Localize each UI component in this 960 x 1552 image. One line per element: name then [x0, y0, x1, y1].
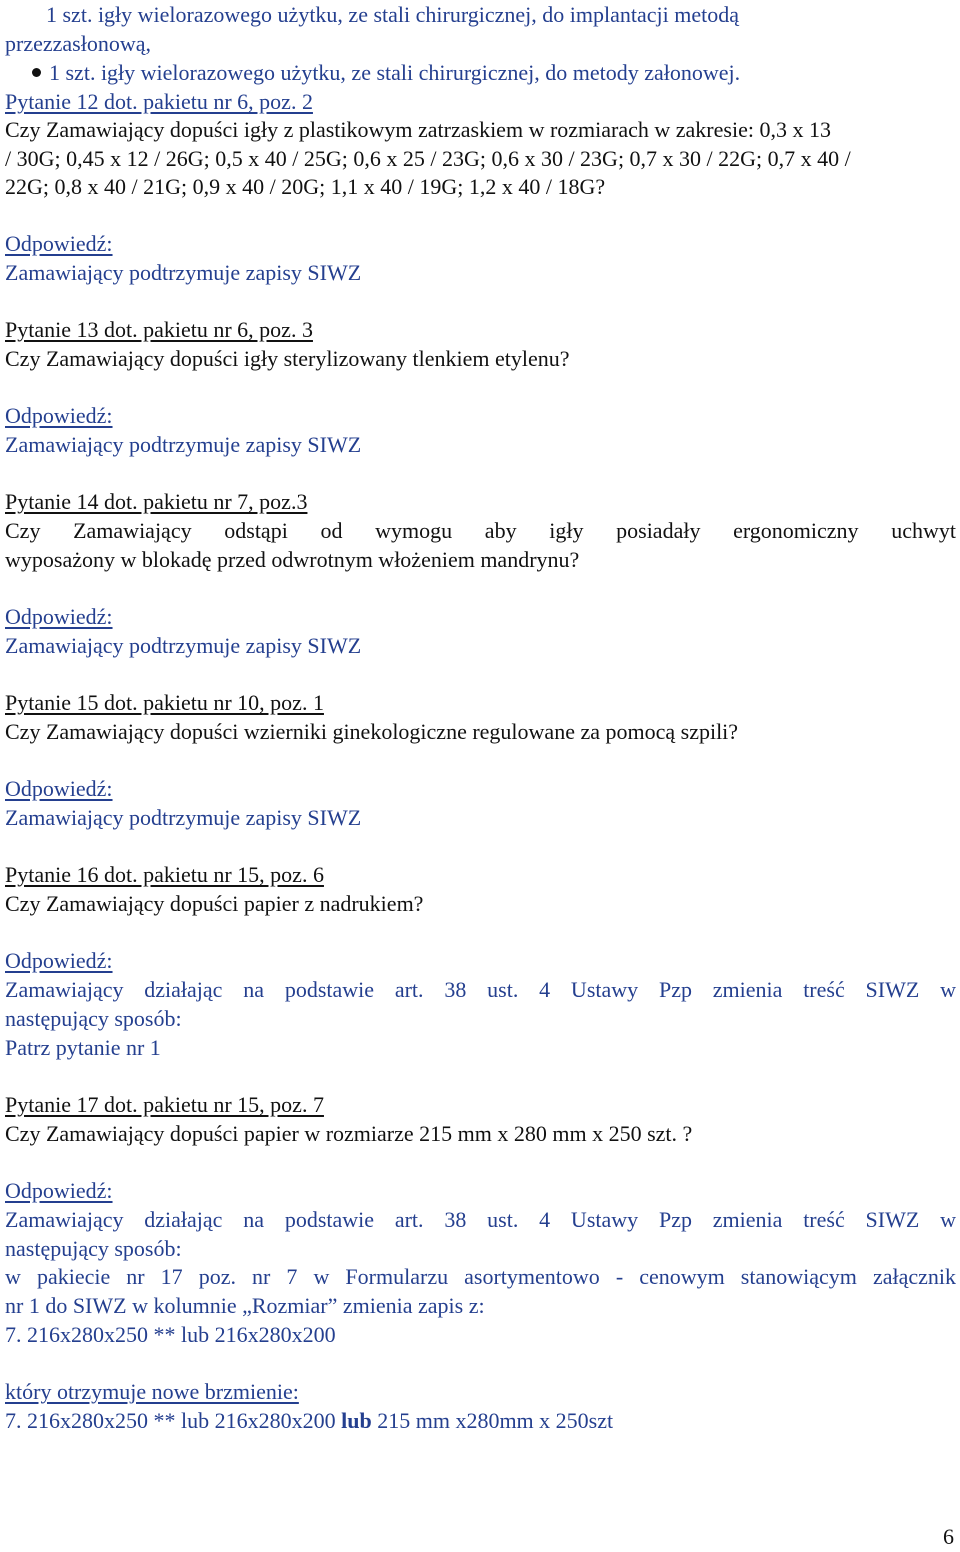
q14-answer: Zamawiający podtrzymuje zapisy SIWZ	[5, 633, 362, 658]
q16-answer-label: Odpowiedź:	[5, 948, 113, 973]
q16-heading: Pytanie 16 dot. pakietu nr 15, poz. 6	[5, 862, 324, 887]
q13-answer: Zamawiający podtrzymuje zapisy SIWZ	[5, 432, 362, 457]
q13-heading: Pytanie 13 dot. pakietu nr 6, poz. 3	[5, 317, 313, 342]
q15-answer-label: Odpowiedź:	[5, 776, 113, 801]
q12-body-line-3: 22G; 0,8 x 40 / 21G; 0,9 x 40 / 20G; 1,1 x 40 / 19G; 1,2 x 40 / 18G?	[5, 174, 606, 199]
q14-answer-label: Odpowiedź:	[5, 604, 113, 629]
q17-new-value-bold: lub	[341, 1408, 372, 1433]
q15-heading: Pytanie 15 dot. pakietu nr 10, poz. 1	[5, 690, 324, 715]
q17-old-value: 7. 216x280x250 ** lub 216x280x200	[5, 1322, 336, 1347]
intro-line-1: 1 szt. igły wielorazowego użytku, ze stali chirurgicznej, do implantacji metodą	[46, 2, 739, 27]
q16-answer-line-1: Zamawiający działając na podstawie art. 38 ust. 4 Ustawy Pzp zmienia treść SIWZ w	[5, 977, 956, 1002]
q12-answer-label: Odpowiedź:	[5, 231, 113, 256]
q12-body-line-2: / 30G; 0,45 x 12 / 26G; 0,5 x 40 / 25G; 0,6 x 25 / 23G; 0,6 x 30 / 23G; 0,7 x 30 / 22G; 0,7 x 40 /	[5, 146, 851, 171]
intro-bullet-item	[32, 58, 740, 87]
q14-body-line-1: Czy Zamawiający odstąpi od wymogu aby igły posiadały ergonomiczny uchwyt	[5, 518, 956, 543]
q17-answer-line-1: Zamawiający działając na podstawie art. 38 ust. 4 Ustawy Pzp zmienia treść SIWZ w	[5, 1207, 956, 1232]
q16-answer-line-3: Patrz pytanie nr 1	[5, 1035, 161, 1060]
intro-line-3: 1 szt. igły wielorazowego użytku, ze stali chirurgicznej, do metody załonowej.	[49, 60, 741, 85]
q15-body: Czy Zamawiający dopuści wzierniki ginekologiczne regulowane za pomocą szpili?	[5, 719, 739, 744]
q17-new-value-prefix: 7. 216x280x250 ** lub 216x280x200	[5, 1408, 342, 1433]
bullet-icon	[32, 68, 41, 77]
q17-heading: Pytanie 17 dot. pakietu nr 15, poz. 7	[5, 1092, 324, 1117]
q17-new-value	[5, 1406, 613, 1435]
q12-heading: Pytanie 12 dot. pakietu nr 6, poz. 2	[5, 89, 313, 114]
q13-body: Czy Zamawiający dopuści igły sterylizowany tlenkiem etylenu?	[5, 346, 570, 371]
q14-heading: Pytanie 14 dot. pakietu nr 7, poz.3	[5, 489, 308, 514]
q14-body-line-2: wyposażony w blokadę przed odwrotnym włożeniem mandrynu?	[5, 547, 580, 572]
q13-answer-label: Odpowiedź:	[5, 403, 113, 428]
q12-answer: Zamawiający podtrzymuje zapisy SIWZ	[5, 260, 362, 285]
q17-new-value-suffix: 215 mm x280mm x 250szt	[371, 1408, 614, 1433]
q17-body: Czy Zamawiający dopuści papier w rozmiarze 215 mm x 280 mm x 250 szt. ?	[5, 1121, 693, 1146]
q17-answer-label: Odpowiedź:	[5, 1178, 113, 1203]
q15-answer: Zamawiający podtrzymuje zapisy SIWZ	[5, 805, 362, 830]
q17-answer-line-2: następujący sposób:	[5, 1236, 182, 1261]
q17-answer-line-4: nr 1 do SIWZ w kolumnie „Rozmiar” zmienia zapis z:	[5, 1293, 485, 1318]
q12-body-line-1: Czy Zamawiający dopuści igły z plastikowym zatrzaskiem w rozmiarach w zakresie: 0,3 x 13	[5, 117, 831, 142]
q16-body: Czy Zamawiający dopuści papier z nadrukiem?	[5, 891, 424, 916]
q17-new-label: który otrzymuje nowe brzmienie:	[5, 1379, 299, 1404]
q16-answer-line-2: następujący sposób:	[5, 1006, 182, 1031]
intro-line-2: przezzasłonową,	[5, 31, 151, 56]
q17-answer-line-3: w pakiecie nr 17 poz. nr 7 w Formularzu asortymentowo - cenowym stanowiącym załącznik	[5, 1264, 956, 1289]
page-number: 6	[943, 1524, 954, 1549]
